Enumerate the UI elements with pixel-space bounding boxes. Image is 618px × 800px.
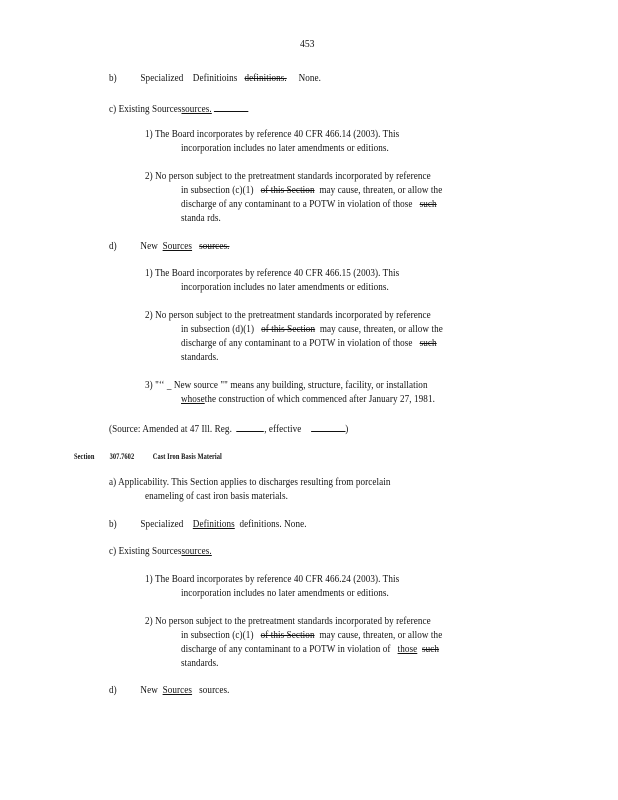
source-note-b: , effective [264,424,302,435]
source-note-a: (Source: Amended at 47 Ill. Reg. [109,424,232,435]
s1-b-label: b) [109,73,117,84]
s1-c2-l2-struck: of this Section [260,185,315,196]
s2-c1-line2: incorporation includes no later amendments or editions. [181,588,389,599]
s1-c2-line3 [181,199,437,211]
s1-d-label: d) [109,241,117,252]
s1-b-struck: definitions. [244,73,287,84]
s2-c2-line1: 2) No person subject to the pretreatment standards incorporated by reference [145,616,431,627]
s1-d1-line2: incorporation includes no later amendments or editions. [181,282,389,293]
s2-b-text: Specialized [140,519,184,530]
section-label: Section [74,452,95,461]
s1-c2-line2 [181,185,442,197]
s1-b-tail: None. [298,73,322,84]
s1-d3-l2-underlined: whose [181,394,205,405]
s1-b-word2: Definitioins [192,73,238,84]
s1-c2-line4: standa rds. [181,213,221,224]
s2-c2-l2-struck: of this Section [260,630,315,641]
s1-d-text: New [140,241,158,252]
s1-c2-l2a: in subsection (c)(1) [181,185,254,196]
s1-d3-line1: 3) "‘‘ _ New source "" means any building, structure, facility, or installation [145,380,428,391]
s1-c2-l3a: discharge of any contaminant to a POTW in violation of those [181,199,413,210]
s1-item-c [109,101,249,116]
section-heading [74,451,222,463]
s1-c1-line2: incorporation includes no later amendments or editions. [181,143,389,154]
s2-c-text: c) Existing Sources [109,546,182,557]
s1-c-text: c) Existing Sources [109,104,182,115]
s1-d3-l2b: the construction of which commenced after January 27, 1981. [204,394,435,405]
s2-c2-l3-struck: such [422,644,440,655]
s2-item-d [109,685,229,697]
s1-d-struck: sources. [199,241,230,252]
s2-d-label: d) [109,685,117,696]
s1-b-text: Specialized [140,73,184,84]
s1-d1-line1: 1) The Board incorporates by reference 40 CFR 466.15 (2003). This [145,268,400,279]
s1-d2-l2a: in subsection (d)(1) [181,324,255,335]
s1-item-b [109,73,321,85]
source-note-c: ) [345,424,349,435]
s2-b-tail: definitions. None. [239,519,307,530]
s2-item-c [109,546,212,558]
source-note [109,421,348,436]
s1-d2-l3a: discharge of any contaminant to a POTW in violation of those [181,338,413,349]
s2-c2-l3-underlined: those [397,644,418,655]
s2-c2-l3a: discharge of any contaminant to a POTW in violation of [181,644,391,655]
s1-d2-l2b: may cause, threaten, or allow the [319,324,443,335]
s1-d-underlined: Sources [162,241,193,252]
s1-d2-l2-struck: of this Section [261,324,316,335]
s2-c2-line2 [181,630,442,642]
s1-c2-l3-struck: such [419,199,437,210]
s1-d2-line2 [181,324,443,336]
page-number: 453 [300,38,315,50]
s2-c2-l2a: in subsection (c)(1) [181,630,254,641]
s2-b-label: b) [109,519,117,530]
s1-c2-l2b: may cause, threaten, or allow the [319,185,443,196]
s2-d-tail: sources. [199,685,230,696]
s2-c1-line1: 1) The Board incorporates by reference 40 CFR 466.24 (2003). This [145,574,400,585]
s2-c2-line3 [181,644,439,656]
s1-d2-l3-struck: such [419,338,437,349]
s1-d2-line3 [181,338,437,350]
s1-c-blank [214,101,248,112]
s1-item-d [109,241,229,253]
s2-c-underlined: sources. [181,546,212,557]
s2-d-underlined: Sources [162,685,193,696]
s2-a-line2: enameling of cast iron basis materials. [145,491,289,502]
s1-c2-line1: 2) No person subject to the pretreatment standards incorporated by reference [145,171,431,182]
s2-d-text: New [140,685,158,696]
s1-d2-line4: standards. [181,352,219,363]
section-title: Cast Iron Basis Material [152,452,222,461]
s2-b-underlined: Definitions [192,519,235,530]
section-number: 307.7602 [109,452,135,461]
s1-d2-line1: 2) No person subject to the pretreatment standards incorporated by reference [145,310,431,321]
source-blank-1 [237,421,265,432]
s1-c-underlined: sources. [181,104,212,115]
s1-d3-line2 [181,394,435,406]
s2-item-b [109,519,307,531]
source-blank-2 [311,421,345,432]
s2-c2-l2b: may cause, threaten, or allow the [319,630,443,641]
s2-c2-line4: standards. [181,658,219,669]
s2-a-line1: a) Applicability. This Section applies to discharges resulting from porcelain [109,477,391,488]
s1-c1-line1: 1) The Board incorporates by reference 40 CFR 466.14 (2003). This [145,129,400,140]
